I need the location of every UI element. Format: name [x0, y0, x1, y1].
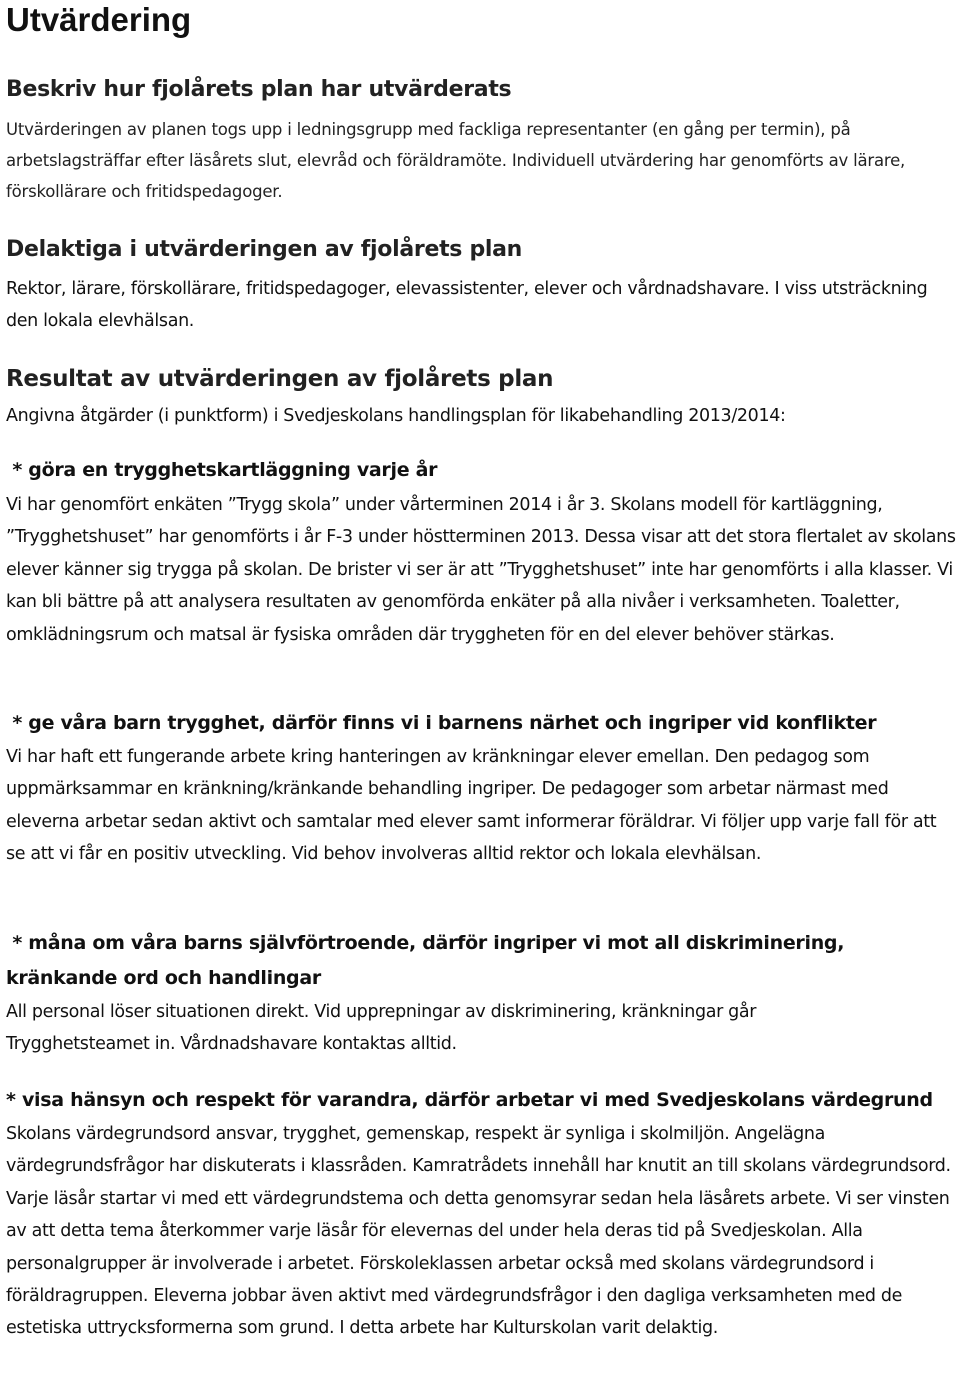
- section-body-results: Angivna åtgärder (i punktform) i Svedjeskolans handlingsplan för likabehandling 2013/2014:: [6, 406, 786, 426]
- measure-heading-self-esteem: * måna om våra barns självförtroende, därför ingriper vi mot all diskriminering, kränkande ord och handlingar: [6, 932, 851, 989]
- document-title: Utvärdering: [6, 1, 192, 38]
- section-body-evaluation-method: Utvärderingen av planen togs upp i ledningsgrupp med fackliga representanter (en gång per termin), på arbetslagsträffar efter läsårets slut, elevråd och föräldramöte. Individuell utvärdering har genomförts av lärare, förskollärare och fritidspedagoger.: [6, 120, 906, 201]
- measure-body-conflicts: Vi har haft ett fungerande arbete kring hanteringen av kränkningar elever emellan. Den pedagog som uppmärksammar en kränkning/kränkande behandling ingriper. De pedagoger som arbetar närmast med eleverna arbetar sedan aktivt och samtalar med elever samt informerar föräldrar. Vi följer upp varje fall för att se att vi får en positiv utveckling. Vid behov involveras alltid rektor och lokala elevhälsan.: [6, 747, 937, 865]
- measure-body-values: Skolans värdegrundsord ansvar, trygghet, gemenskap, respekt är synliga i skolmiljön. Angelägna värdegrundsfrågor har diskuterats i klassråden. Kamratrådets innehåll har knutit an till skolans värdegrundsord. Varje läsår startar vi med ett värdegrundstema och detta genomsyrar sedan hela läsårets arbete. Vi ser vinsten av att detta tema återkommer varje läsår för elevernas del under hela deras tid på Svedjeskolan. Alla personalgrupper är involverade i arbetet. Förskoleklassen arbetar också med skolans värdegrundsord i föräldragruppen. Eleverna jobbar även aktivt med värdegrundsfrågor i den dagliga verksamheten med de estetiska uttrycksformerna som grund. I detta arbete har Kulturskolan varit delaktig.: [6, 1124, 951, 1339]
- section-body-participants: Rektor, lärare, förskollärare, fritidspedagoger, elevassistenter, elever och vårdnadshavare. I viss utsträckning den lokala elevhälsan.: [6, 279, 928, 332]
- measure-heading-values: * visa hänsyn och respekt för varandra, därför arbetar vi med Svedjeskolans värdegrund: [6, 1089, 933, 1111]
- measure-body-self-esteem: All personal löser situationen direkt. Vid upprepningar av diskriminering, kränkningar går Trygghetsteamet in. Vårdnadshavare kontaktas alltid.: [6, 1002, 757, 1055]
- measure-body-survey: Vi har genomfört enkäten ”Trygg skola” under vårterminen 2014 i år 3. Skolans modell för kartläggning, ”Trygghetshuset” har genomförts i år F-3 under höstterminen 2013. Dessa visar att det stora flertalet av skolans elever känner sig trygga på skolan. De brister vi ser är att ”Trygghetshuset” inte har genomförts i alla klasser. Vi kan bli bättre på att analysera resultaten av genomförda enkäter på alla nivåer i verksamheten. Toaletter, omklädningsrum och matsal är fysiska områden där tryggheten för en del elever behöver stärkas.: [6, 495, 956, 645]
- section-heading-participants: Delaktiga i utvärderingen av fjolårets plan: [6, 237, 523, 262]
- measure-heading-survey: * göra en trygghetskartläggning varje år: [6, 459, 438, 481]
- section-heading-results: Resultat av utvärderingen av fjolårets plan: [6, 366, 554, 392]
- section-heading-evaluation-method: Beskriv hur fjolårets plan har utvärderats: [6, 77, 512, 102]
- measure-heading-conflicts: * ge våra barn trygghet, därför finns vi i barnens närhet och ingriper vid konflikter: [6, 712, 877, 734]
